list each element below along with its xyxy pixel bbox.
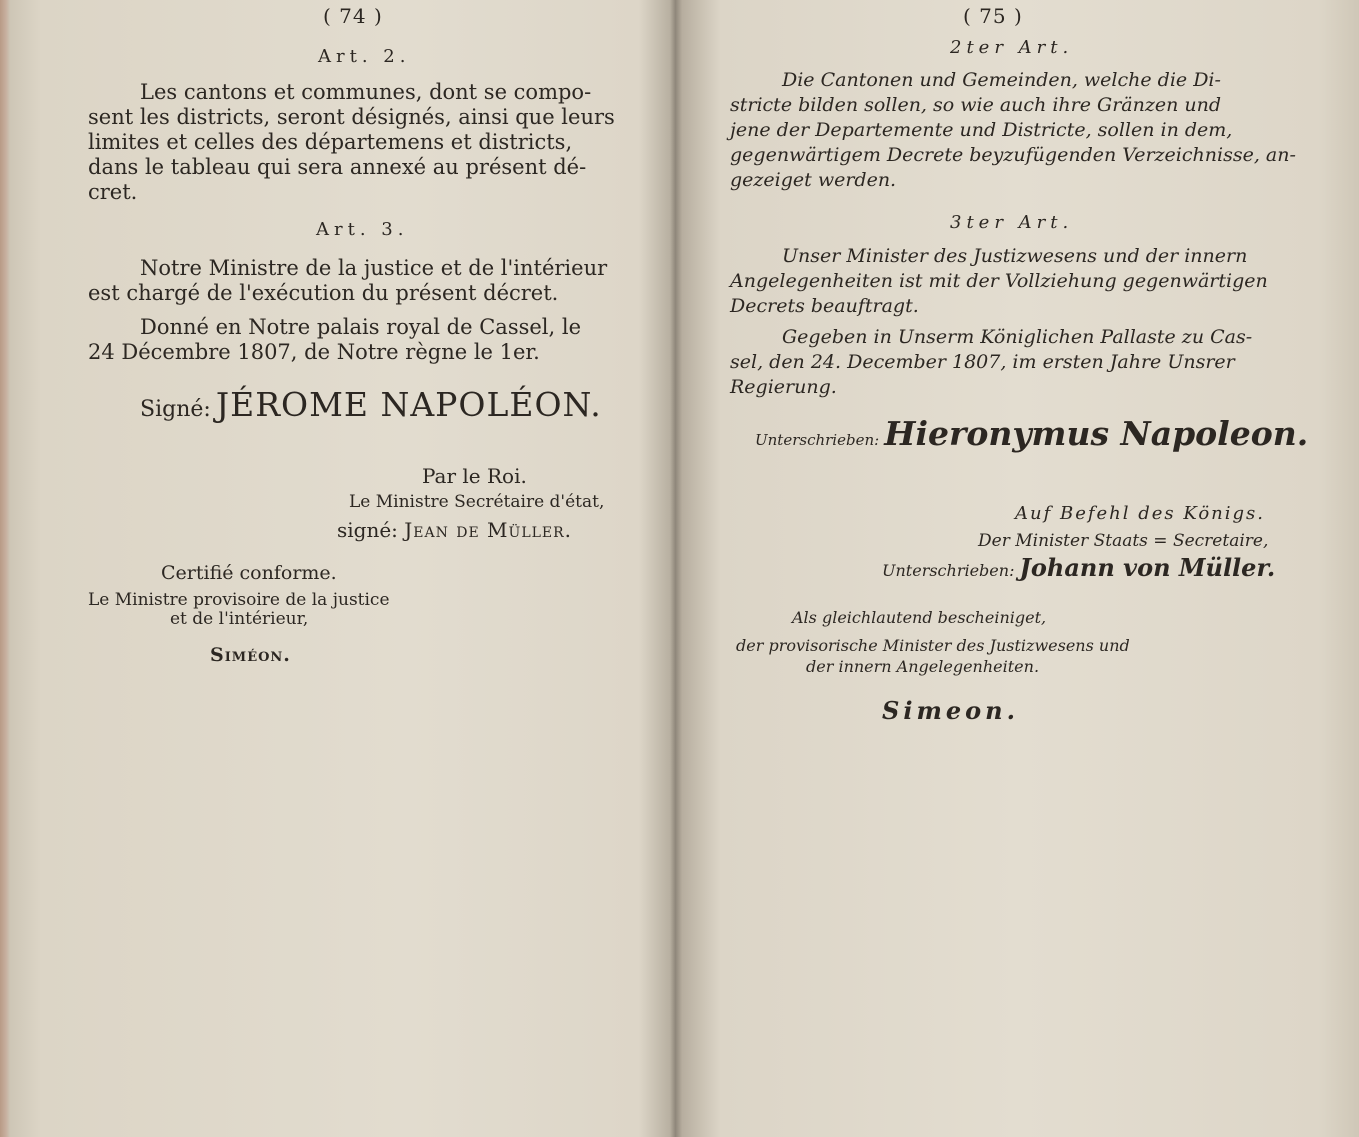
by-king-line: Par le Roi. bbox=[422, 464, 527, 488]
text-line: jene der Departemente und Districte, sollen in dem, bbox=[730, 119, 1233, 141]
minister-name: Johann von Müller. bbox=[1019, 553, 1276, 582]
article-text bbox=[88, 80, 636, 205]
text-line: 24 Décembre 1807, de Notre règne le 1er. bbox=[88, 340, 540, 364]
text-line: sel, den 24. December 1807, im ersten Jahre Unsrer bbox=[730, 351, 1235, 373]
signer-name: JÉROME NAPOLÉON. bbox=[215, 385, 602, 424]
text-line: stricte bilden sollen, so wie auch ihre Gränzen und bbox=[730, 94, 1222, 116]
provisional-minister-line: der innern Angelegenheiten. bbox=[806, 657, 1040, 676]
text-line: gezeiget werden. bbox=[730, 169, 897, 191]
text-line: Regierung. bbox=[730, 376, 837, 398]
page-number: ( 74 ) bbox=[323, 4, 383, 28]
text-line: dans le tableau qui sera annexé au présent dé- bbox=[88, 155, 587, 179]
signer-name: Hieronymus Napoleon. bbox=[884, 414, 1309, 453]
text-line: Unser Minister des Justizwesens und der innern bbox=[782, 245, 1248, 267]
text-line: Gegeben in Unserm Königlichen Pallaste zu Cas- bbox=[782, 326, 1253, 348]
page-number: ( 75 ) bbox=[963, 4, 1023, 28]
text-line: est chargé de l'exécution du présent décret. bbox=[88, 281, 559, 305]
article-heading: 3ter Art. bbox=[950, 212, 1074, 233]
article-heading: Art. 2. bbox=[318, 46, 411, 67]
text-line: Angelegenheiten ist mit der Vollziehung gegenwärtigen bbox=[730, 270, 1268, 292]
provisional-minister-line: et de l'intérieur, bbox=[170, 609, 309, 629]
text-line: Decrets beauftragt. bbox=[730, 295, 919, 317]
article-text bbox=[730, 244, 1290, 319]
text-line: Les cantons et communes, dont se compo- bbox=[140, 80, 592, 104]
signed-prefix: Unterschrieben: bbox=[882, 561, 1015, 580]
right-page bbox=[720, 0, 1310, 1137]
final-signer: Simeon. bbox=[882, 696, 1019, 725]
text-line: limites et celles des départemens et districts, bbox=[88, 130, 573, 154]
given-text bbox=[730, 325, 1290, 400]
minister-title: Der Minister Staats = Secretaire, bbox=[978, 531, 1269, 551]
article-heading: 2ter Art. bbox=[950, 37, 1074, 58]
left-page bbox=[60, 0, 660, 1137]
signed-prefix: signé: bbox=[337, 518, 398, 542]
minister-title: Le Ministre Secrétaire d'état, bbox=[349, 492, 605, 512]
certified-line: Certifié conforme. bbox=[161, 562, 337, 584]
minister-name: Jean de Müller. bbox=[404, 518, 573, 542]
page-edge bbox=[0, 0, 10, 1137]
article-text bbox=[88, 256, 643, 306]
text-line: gegenwärtigem Decrete beyzufügenden Verzeichnisse, an- bbox=[730, 144, 1296, 166]
given-text bbox=[88, 315, 643, 365]
text-line: Notre Ministre de la justice et de l'intérieur bbox=[140, 256, 608, 280]
final-signer: Siméon. bbox=[210, 644, 291, 666]
signed-prefix: Signé: bbox=[140, 397, 211, 422]
text-line: Donné en Notre palais royal de Cassel, le bbox=[140, 315, 582, 339]
certified-line: Als gleichlautend bescheiniget, bbox=[792, 608, 1047, 627]
by-king-line: Auf Befehl des Königs. bbox=[1015, 503, 1266, 524]
signature-line bbox=[140, 385, 602, 424]
text-line: sent les districts, seront désignés, ainsi que leurs bbox=[88, 105, 615, 129]
provisional-minister-line: Le Ministre provisoire de la justice bbox=[88, 590, 390, 610]
minister-signature bbox=[882, 553, 1275, 582]
signed-prefix: Unterschrieben: bbox=[755, 431, 880, 449]
text-line: cret. bbox=[88, 180, 138, 204]
signature-line bbox=[755, 414, 1308, 453]
article-heading: Art. 3. bbox=[316, 219, 409, 240]
article-text bbox=[730, 68, 1296, 193]
text-line: Die Cantonen und Gemeinden, welche die Di- bbox=[782, 69, 1221, 91]
provisional-minister-line: der provisorische Minister des Justizwesens und bbox=[736, 636, 1130, 655]
minister-signature bbox=[337, 518, 572, 542]
